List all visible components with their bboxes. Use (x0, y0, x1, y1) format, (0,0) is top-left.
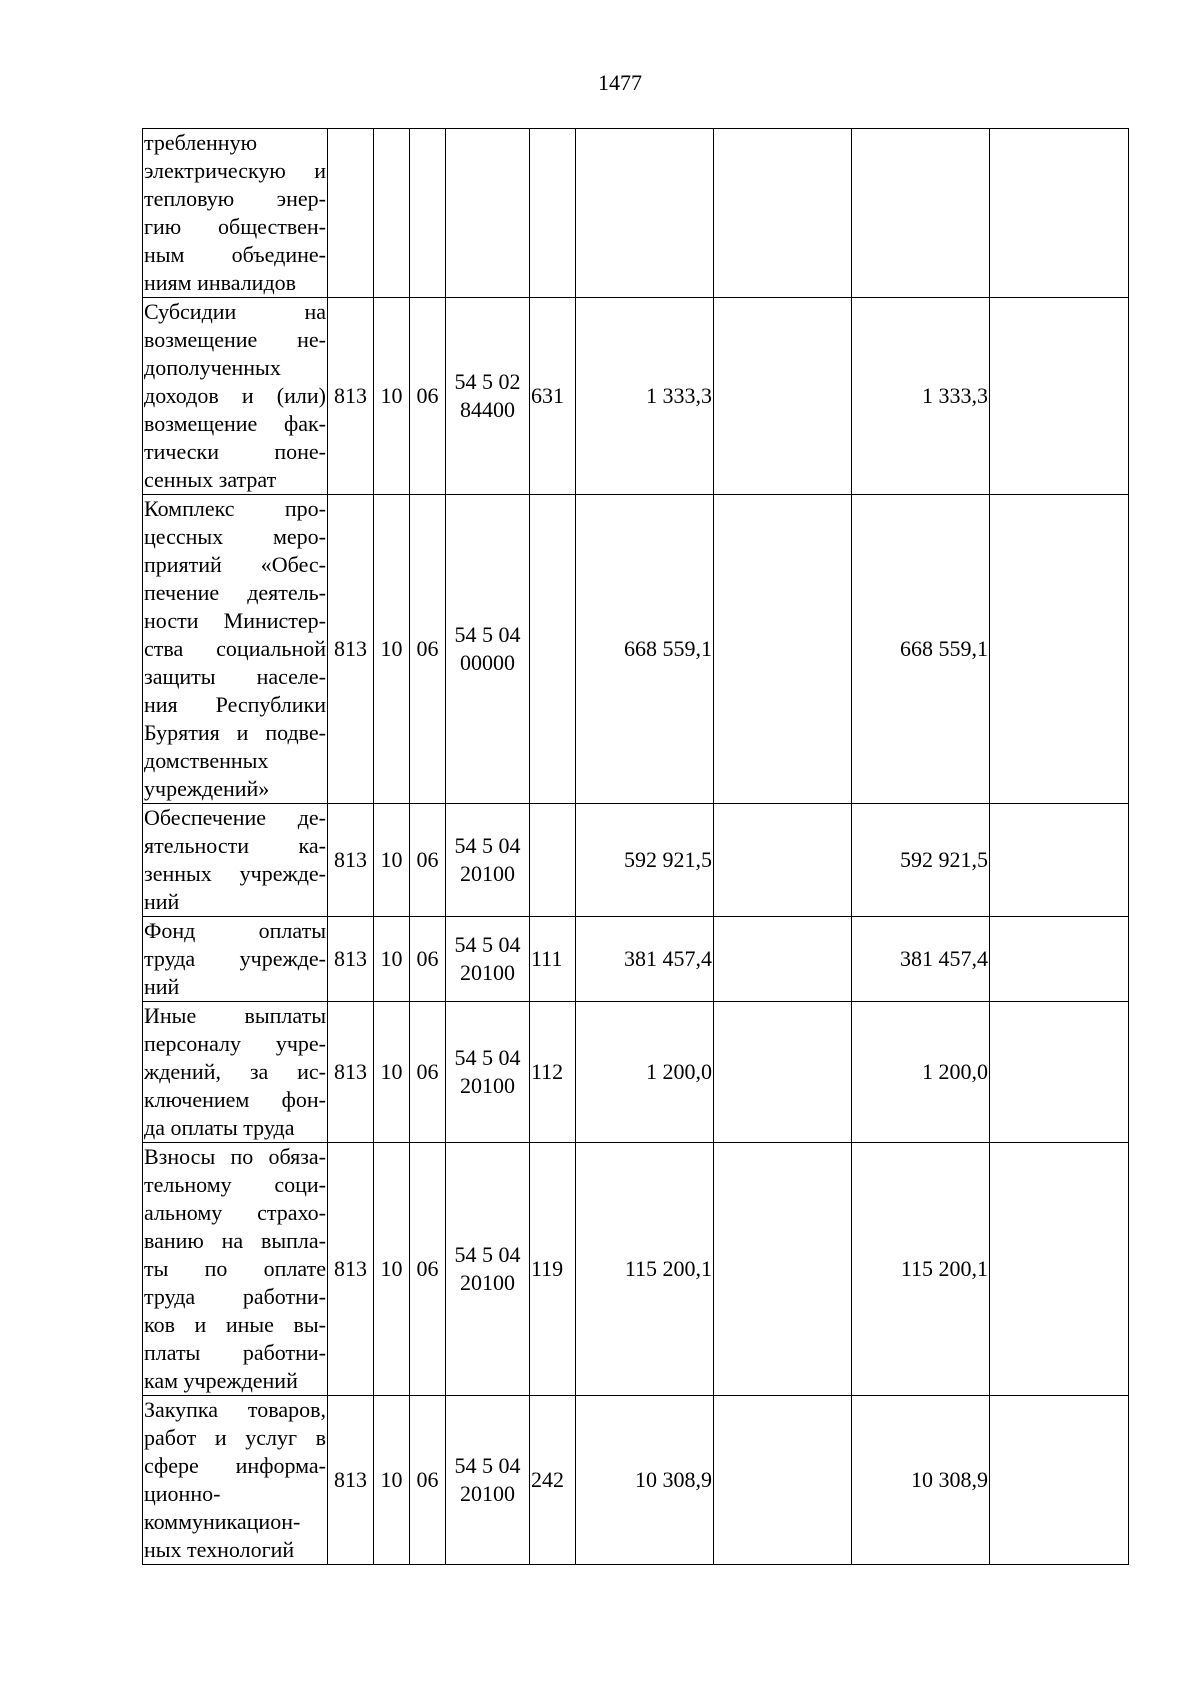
amount-cell-4 (990, 1143, 1129, 1396)
amount-cell-3: 1 333,3 (852, 298, 990, 495)
section-code-cell: 10 (374, 495, 410, 804)
amount-cell-2 (714, 917, 852, 1002)
expense-name-line: Субсидии на (144, 299, 326, 324)
target-article-line: 20100 (460, 1073, 515, 1098)
amount-cell-1: 668 559,1 (576, 495, 714, 804)
expense-name-line: персоналу учре- (144, 1031, 326, 1056)
expense-name-cell (143, 917, 328, 1002)
amount-cell-1: 1 200,0 (576, 1002, 714, 1143)
budget-table (142, 128, 1129, 1565)
amount-cell-4 (990, 804, 1129, 917)
expense-name-line: Фонд оплаты (144, 918, 326, 943)
expense-type-cell: 119 (530, 1143, 576, 1396)
amount-cell-2 (714, 129, 852, 298)
amount-cell-1: 10 308,9 (576, 1396, 714, 1565)
expense-name-line: возмещение не- (144, 327, 326, 352)
subsection-code-cell: 06 (410, 1396, 446, 1565)
table-body (143, 129, 1129, 1565)
amount-cell-3: 668 559,1 (852, 495, 990, 804)
amount-cell-2 (714, 1002, 852, 1143)
ministry-code-cell: 813 (328, 1396, 374, 1565)
target-article-line: 20100 (460, 960, 515, 985)
amount-cell-3 (852, 129, 990, 298)
expense-type-cell: 631 (530, 298, 576, 495)
section-code-cell (374, 129, 410, 298)
expense-name-line: ты по оплате (144, 1256, 326, 1281)
table-row (143, 298, 1129, 495)
expense-name-line: ния Республики (144, 692, 326, 717)
ministry-code-cell: 813 (328, 495, 374, 804)
amount-cell-2 (714, 804, 852, 917)
expense-name-line: печение деятель- (144, 580, 326, 605)
amount-cell-1: 592 921,5 (576, 804, 714, 917)
target-article-line: 54 5 04 (454, 622, 521, 647)
ministry-code-cell: 813 (328, 1143, 374, 1396)
expense-name-line: доходов и (или) (144, 383, 326, 408)
table-row (143, 1002, 1129, 1143)
expense-name-line: электрическую и (144, 158, 326, 183)
expense-name-line: дополученных (144, 355, 281, 380)
expense-name-line: да оплаты труда (144, 1115, 295, 1140)
target-article-line: 20100 (460, 861, 515, 886)
amount-cell-1: 1 333,3 (576, 298, 714, 495)
expense-type-cell: 242 (530, 1396, 576, 1565)
expense-name-line: коммуникацион- (144, 1509, 301, 1534)
expense-name-line: ждений, за ис- (144, 1059, 326, 1084)
expense-name-line: домственных (144, 748, 269, 773)
amount-cell-2 (714, 298, 852, 495)
expense-name-line: возмещение фак- (144, 411, 326, 436)
expense-name-line: труда учрежде- (144, 946, 326, 971)
section-code-cell: 10 (374, 1396, 410, 1565)
table-row (143, 1143, 1129, 1396)
expense-name-line: сфере информа- (144, 1453, 326, 1478)
expense-name-cell (143, 1002, 328, 1143)
target-article-cell (446, 804, 530, 917)
ministry-code-cell: 813 (328, 804, 374, 917)
amount-cell-2 (714, 1143, 852, 1396)
target-article-cell (446, 1002, 530, 1143)
subsection-code-cell: 06 (410, 804, 446, 917)
expense-name-line: учреждений» (144, 776, 270, 801)
target-article-line: 54 5 04 (454, 1045, 521, 1070)
amount-cell-3: 115 200,1 (852, 1143, 990, 1396)
target-article-cell (446, 129, 530, 298)
expense-name-line: ванию на выпла- (144, 1228, 326, 1253)
page-number: 1477 (598, 70, 642, 95)
amount-cell-3: 10 308,9 (852, 1396, 990, 1565)
amount-cell-4 (990, 1396, 1129, 1565)
expense-name-line: требленную (144, 130, 258, 155)
expense-name-line: ниям инвалидов (144, 270, 297, 295)
target-article-line: 54 5 02 (454, 369, 521, 394)
amount-cell-4 (990, 917, 1129, 1002)
target-article-line: 54 5 04 (454, 1242, 521, 1267)
amount-cell-4 (990, 298, 1129, 495)
subsection-code-cell: 06 (410, 495, 446, 804)
amount-cell-4 (990, 1002, 1129, 1143)
table-row (143, 495, 1129, 804)
table-row (143, 129, 1129, 298)
target-article-cell (446, 495, 530, 804)
section-code-cell: 10 (374, 917, 410, 1002)
target-article-line: 20100 (460, 1481, 515, 1506)
amount-cell-4 (990, 129, 1129, 298)
expense-name-line: ным объедине- (144, 242, 326, 267)
expense-name-cell (143, 804, 328, 917)
table-row (143, 917, 1129, 1002)
target-article-cell (446, 1143, 530, 1396)
subsection-code-cell: 06 (410, 298, 446, 495)
target-article-line: 20100 (460, 1270, 515, 1295)
amount-cell-1: 115 200,1 (576, 1143, 714, 1396)
target-article-cell (446, 917, 530, 1002)
expense-name-line: Бурятия и подве- (144, 720, 326, 745)
subsection-code-cell (410, 129, 446, 298)
target-article-line: 54 5 04 (454, 932, 521, 957)
amount-cell-1 (576, 129, 714, 298)
amount-cell-2 (714, 1396, 852, 1565)
expense-name-line: Иные выплаты (144, 1003, 326, 1028)
ministry-code-cell: 813 (328, 917, 374, 1002)
expense-name-line: ключением фон- (144, 1087, 326, 1112)
expense-name-line: ционно- (144, 1481, 221, 1506)
target-article-line: 54 5 04 (454, 833, 521, 858)
section-code-cell: 10 (374, 298, 410, 495)
target-article-cell (446, 1396, 530, 1565)
expense-name-line: Закупка товаров, (144, 1397, 326, 1422)
expense-name-line: работ и услуг в (144, 1425, 326, 1450)
subsection-code-cell: 06 (410, 1143, 446, 1396)
target-article-line: 00000 (460, 650, 515, 675)
expense-name-line: платы работни- (144, 1340, 326, 1365)
expense-name-line: ятельности ка- (144, 833, 326, 858)
expense-name-cell (143, 298, 328, 495)
expense-name-cell (143, 1143, 328, 1396)
expense-type-cell (530, 495, 576, 804)
expense-type-cell: 111 (530, 917, 576, 1002)
expense-type-cell (530, 129, 576, 298)
expense-name-line: тически поне- (144, 439, 326, 464)
expense-type-cell: 112 (530, 1002, 576, 1143)
table-row (143, 1396, 1129, 1565)
expense-name-line: Комплекс про- (144, 496, 326, 521)
expense-name-cell (143, 129, 328, 298)
expense-name-cell (143, 1396, 328, 1565)
target-article-cell (446, 298, 530, 495)
expense-name-line: тельному соци- (144, 1172, 326, 1197)
ministry-code-cell (328, 129, 374, 298)
subsection-code-cell: 06 (410, 917, 446, 1002)
amount-cell-1: 381 457,4 (576, 917, 714, 1002)
expense-name-line: ных технологий (144, 1537, 295, 1562)
amount-cell-2 (714, 495, 852, 804)
amount-cell-3: 1 200,0 (852, 1002, 990, 1143)
expense-type-cell (530, 804, 576, 917)
expense-name-line: кам учреждений (144, 1368, 298, 1393)
expense-name-line: защиты населе- (144, 664, 326, 689)
expense-name-line: труда работни- (144, 1284, 326, 1309)
target-article-line: 54 5 04 (454, 1453, 521, 1478)
expense-name-line: Взносы по обяза- (144, 1144, 326, 1169)
section-code-cell: 10 (374, 1002, 410, 1143)
ministry-code-cell: 813 (328, 298, 374, 495)
expense-name-cell (143, 495, 328, 804)
expense-name-line: цессных меро- (144, 524, 326, 549)
expense-name-line: зенных учрежде- (144, 861, 326, 886)
amount-cell-3: 592 921,5 (852, 804, 990, 917)
expense-name-line: Обеспечение де- (144, 805, 326, 830)
section-code-cell: 10 (374, 1143, 410, 1396)
expense-name-line: ний (144, 974, 180, 999)
subsection-code-cell: 06 (410, 1002, 446, 1143)
expense-name-line: приятий «Обес- (144, 552, 326, 577)
expense-name-line: ства социальной (144, 636, 326, 661)
expense-name-line: гию обществен- (144, 214, 326, 239)
section-code-cell: 10 (374, 804, 410, 917)
table-row (143, 804, 1129, 917)
expense-name-line: сенных затрат (144, 467, 277, 492)
target-article-line: 84400 (460, 397, 515, 422)
amount-cell-3: 381 457,4 (852, 917, 990, 1002)
amount-cell-4 (990, 495, 1129, 804)
expense-name-line: альному страхо- (144, 1200, 326, 1225)
expense-name-line: ний (144, 889, 180, 914)
ministry-code-cell: 813 (328, 1002, 374, 1143)
expense-name-line: ности Министер- (144, 608, 326, 633)
expense-name-line: тепловую энер- (144, 186, 326, 211)
expense-name-line: ков и иные вы- (144, 1312, 326, 1337)
